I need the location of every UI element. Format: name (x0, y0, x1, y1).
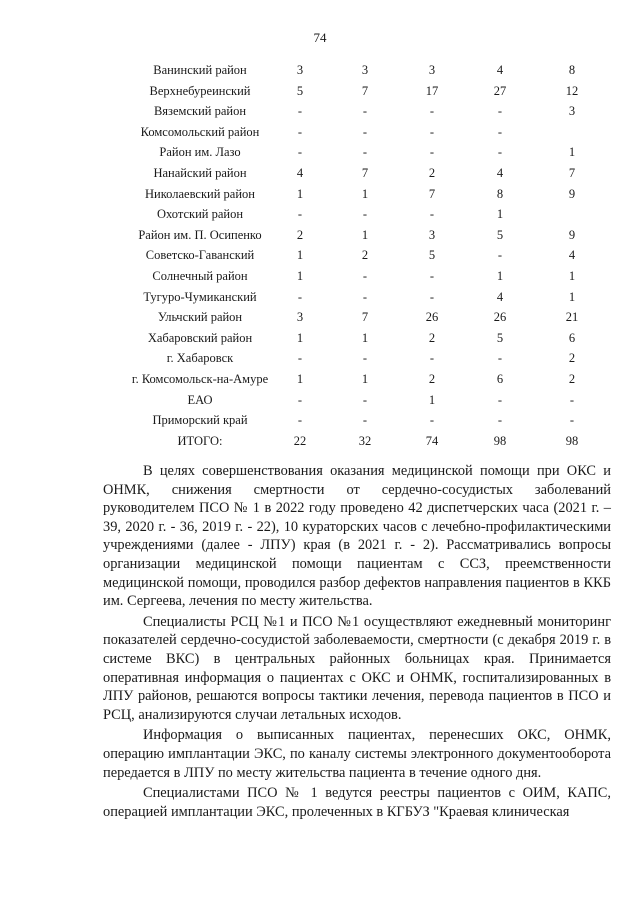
table-cell: - (362, 413, 368, 428)
table-row (100, 431, 620, 452)
table-cell: 6 (568, 330, 576, 345)
table-cell: 2 (428, 165, 436, 180)
table-cell: 2 (296, 227, 304, 242)
page-number: 74 (313, 30, 327, 45)
table-cell: - (297, 207, 303, 222)
table-cell: 4 (568, 248, 576, 263)
table-cell: 7 (361, 310, 369, 325)
table-cell: 2 (568, 371, 576, 386)
table-cell: 3 (361, 63, 369, 77)
district-name: Верхнебуреинский (149, 83, 251, 98)
table-cell: 5 (496, 330, 504, 345)
table-cell: 9 (568, 186, 576, 201)
district-name: Охотский район (156, 207, 244, 222)
table-cell: 27 (493, 83, 507, 98)
table-cell: - (362, 289, 368, 304)
table-cell: 5 (296, 83, 304, 98)
district-name: Ванинский район (153, 63, 247, 77)
table-cell: - (297, 145, 303, 160)
table-cell: 7 (568, 165, 576, 180)
table-cell: 1 (361, 186, 369, 201)
table-row (100, 307, 620, 328)
table-cell: - (429, 104, 435, 119)
district-name: ИТОГО: (177, 433, 223, 448)
district-name: Район им. Лазо (159, 145, 241, 160)
table-cell: - (497, 124, 503, 139)
paragraph: Специалисты РСЦ №1 и ПСО №1 осуществляют ежедневный мониторинг показателей сердечно-сосудистой заболеваемости, смертности (с декабря 2019 г. в системе ВКС) в центральных районных больницах края. Принимается оперативная информация о пациентах с ОКС и ОНМК, госпитализированных в ЛПУ районов, решаются вопросы тактики лечения, перевода пациентов в ПСО и РСЦ, анализируются случаи летальных исходов. (103, 613, 611, 723)
district-name: Ульчский район (157, 310, 243, 325)
district-name: Комсомольский район (140, 124, 260, 139)
table-cell: - (362, 124, 368, 139)
table-cell: - (497, 351, 503, 366)
table-row (100, 328, 620, 349)
table-cell: 74 (425, 433, 439, 448)
district-name: Нанайский район (153, 165, 247, 180)
table-cell: 17 (425, 83, 439, 98)
table-row (100, 142, 620, 163)
table-row (100, 60, 620, 81)
paragraph: Специалистами ПСО № 1 ведутся реестры пациентов с ОИМ, КАПС, операцией имплантации ЭКС, пролеченных в КГБУЗ "Краевая клиническая (103, 785, 611, 820)
table-row (100, 81, 620, 102)
table-row (100, 410, 620, 431)
table-cell: - (297, 104, 303, 119)
table-row (100, 348, 620, 369)
table-cell: 12 (565, 83, 579, 98)
table-cell: 2 (428, 371, 436, 386)
table-cell: 3 (428, 63, 436, 77)
body-text (103, 462, 611, 823)
table-cell: 1 (496, 268, 504, 283)
table-cell: 4 (496, 63, 504, 77)
table-cell: - (362, 268, 368, 283)
table-cell: - (497, 413, 503, 428)
district-name: Советско-Гаванский (145, 248, 255, 263)
table-cell: 1 (361, 371, 369, 386)
table-cell: - (362, 207, 368, 222)
table-cell: 1 (296, 248, 304, 263)
district-name: Приморский край (152, 413, 248, 428)
table-cell: 98 (565, 433, 579, 448)
table-cell: - (497, 104, 503, 119)
table-cell: - (297, 392, 303, 407)
table-cell: 1 (568, 145, 576, 160)
table-row (100, 287, 620, 308)
table-cell: 4 (496, 165, 504, 180)
table-cell: - (429, 207, 435, 222)
table-cell: - (569, 413, 575, 428)
table-cell: 32 (358, 433, 372, 448)
table-cell: - (362, 392, 368, 407)
paragraph: Информация о выписанных пациентах, перенесших ОКС, ОНМК, операцию имплантации ЭКС, по каналу системы электронного документооборота передается в ЛПУ по месту жительства пациента в течение одного дня. (103, 727, 611, 781)
table-cell: 6 (496, 371, 504, 386)
table-cell: 3 (296, 63, 304, 77)
table-cell: - (362, 104, 368, 119)
table-cell: 21 (565, 310, 579, 325)
district-name: Николаевский район (145, 186, 255, 201)
table-cell: - (362, 145, 368, 160)
table-row (100, 390, 620, 411)
table-cell: - (497, 392, 503, 407)
table-row (100, 163, 620, 184)
paragraph: В целях совершенствования оказания медицинской помощи при ОКС и ОНМК, снижения смертности от сердечно-сосудистых заболеваний руководителем ПСО № 1 в 2022 году проведено 42 диспетчерских часа (2021 г. – 39, 2020 г. - 36, 2019 г. - 22), 10 кураторских часов с лечебно-профилактическими учреждениями (далее - ЛПУ) края (в 2021 г. - 2). Рассматривались вопросы организации медицинской помощи пациентам с ССЗ, преемственности медицинской помощи, проводился разбор дефектов направления пациентов в ККБ им. Сергеева, лечения по месту жительства. (103, 463, 611, 610)
table-cell: 3 (296, 310, 304, 325)
table-cell: 2 (361, 248, 369, 263)
table-cell: 8 (568, 63, 576, 77)
table-row (100, 266, 620, 287)
district-name: Хабаровский район (147, 330, 253, 345)
table-row (100, 204, 620, 225)
table-cell: 1 (568, 268, 576, 283)
table-cell: 2 (568, 351, 576, 366)
district-name: Район им. П. Осипенко (138, 227, 262, 242)
table-cell: 22 (293, 433, 307, 448)
district-name: Тугуро-Чумиканский (143, 289, 257, 304)
table-cell: - (497, 145, 503, 160)
table-row (100, 184, 620, 205)
table-cell: - (429, 413, 435, 428)
table-cell: 1 (296, 330, 304, 345)
table-cell: 8 (496, 186, 504, 201)
table-cell: 1 (568, 289, 576, 304)
table-cell: 7 (428, 186, 436, 201)
table-row (100, 122, 620, 143)
table-cell: - (429, 268, 435, 283)
table-cell: 1 (428, 392, 436, 407)
table-cell: 1 (296, 268, 304, 283)
table-cell: - (297, 413, 303, 428)
district-name: г. Хабаровск (166, 351, 234, 366)
table-cell: 3 (428, 227, 436, 242)
table-cell: 98 (493, 433, 507, 448)
table-cell: 7 (361, 165, 369, 180)
table-cell: - (297, 124, 303, 139)
table-row (100, 225, 620, 246)
table-row (100, 245, 620, 266)
table-cell: - (569, 392, 575, 407)
table-cell: - (297, 289, 303, 304)
district-name: Вяземский район (153, 104, 247, 119)
table-cell: 3 (568, 104, 576, 119)
district-name: г. Комсомольск-на-Амуре (131, 371, 269, 386)
table-cell: 26 (425, 310, 439, 325)
table-cell: - (429, 351, 435, 366)
table-cell: 9 (568, 227, 576, 242)
table-cell: 5 (496, 227, 504, 242)
district-table (100, 60, 620, 451)
table-cell: - (297, 351, 303, 366)
district-name: Солнечный район (152, 268, 248, 283)
district-name: ЕАО (187, 392, 213, 407)
table-cell: 1 (296, 371, 304, 386)
table-cell: 1 (361, 227, 369, 242)
table-row (100, 369, 620, 390)
table-cell: 26 (493, 310, 507, 325)
table-cell: 4 (296, 165, 304, 180)
table-cell: 2 (428, 330, 436, 345)
table-cell: 5 (428, 248, 436, 263)
table-row (100, 101, 620, 122)
table-cell: 1 (496, 207, 504, 222)
table-cell: 1 (296, 186, 304, 201)
table-cell: 7 (361, 83, 369, 98)
table-cell: 1 (361, 330, 369, 345)
table-cell: - (429, 124, 435, 139)
table-cell: - (429, 289, 435, 304)
table-cell: 4 (496, 289, 504, 304)
table-cell: - (429, 145, 435, 160)
table-cell: - (362, 351, 368, 366)
table-cell: - (497, 248, 503, 263)
